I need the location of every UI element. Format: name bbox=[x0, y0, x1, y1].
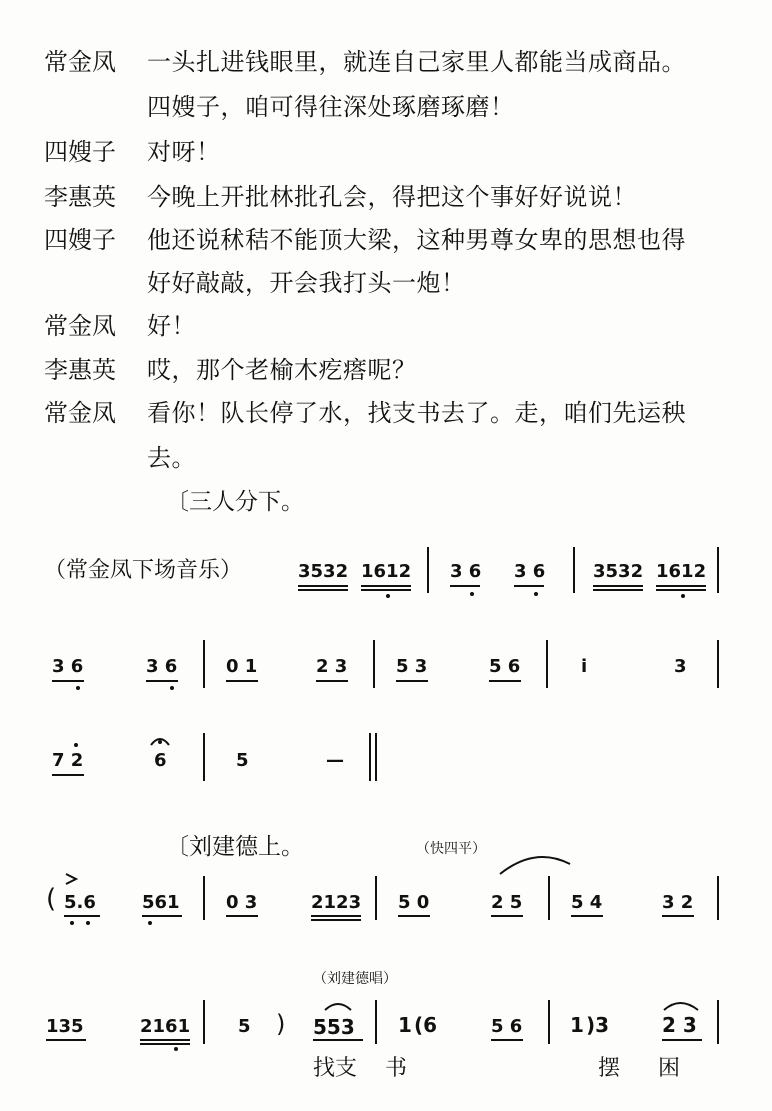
note-group: 1 bbox=[398, 1013, 412, 1037]
note-group: 5 bbox=[236, 750, 249, 771]
note-group: 3 6 bbox=[514, 561, 546, 582]
note-group: 553 bbox=[313, 1015, 355, 1039]
speaker-label: 四嫂子 bbox=[44, 226, 116, 254]
dialogue-line: 他还说秫秸不能顶大梁，这种男尊女卑的思想也得 bbox=[147, 226, 686, 254]
dialogue-line: 哎，那个老榆木疙瘩呢？ bbox=[147, 356, 417, 384]
dialogue-line: 今晚上开批林批孔会，得把这个事好好说说！ bbox=[147, 183, 637, 211]
lyric: 找支 bbox=[313, 1056, 358, 1081]
dialogue-line: 对呀！ bbox=[147, 138, 221, 166]
note-group: 3 2 bbox=[662, 892, 694, 913]
lyric: 摆 bbox=[598, 1056, 621, 1081]
stage-direction-exit: 〔三人分下。 bbox=[166, 489, 304, 515]
note-group: — bbox=[326, 750, 344, 771]
dialogue-line: 好！ bbox=[147, 312, 196, 340]
note-group: 2 3 bbox=[662, 1013, 697, 1037]
speaker-label: 四嫂子 bbox=[44, 138, 116, 166]
note-group: 135 bbox=[46, 1016, 84, 1037]
dialogue-line: 四嫂子，咱可得往深处琢磨琢磨！ bbox=[147, 93, 515, 121]
lyric: 困 bbox=[658, 1056, 681, 1081]
lyric: 书 bbox=[385, 1056, 408, 1081]
note-group: 3 6 bbox=[52, 656, 84, 677]
dialogue-line: 一头扎进钱眼里，就连自己家里人都能当成商品。 bbox=[147, 48, 686, 76]
note-group: 561 bbox=[142, 892, 180, 913]
dialogue-line: 去。 bbox=[147, 444, 196, 472]
close-paren: ) bbox=[276, 1010, 286, 1038]
note-group: 3532 bbox=[593, 561, 644, 582]
dialogue-line: 看你！队长停了水，找支书去了。走，咱们先运秧 bbox=[147, 399, 686, 427]
note-group: 0 3 bbox=[226, 892, 258, 913]
note-group: 2123 bbox=[311, 892, 362, 913]
dialogue-line: 好好敲敲，开会我打头一炮！ bbox=[147, 269, 466, 297]
note-group: 3532 bbox=[298, 561, 349, 582]
stage-direction-enter: 〔刘建德上。 bbox=[166, 834, 304, 860]
note-group: 1612 bbox=[361, 561, 412, 582]
speaker-label: 李惠英 bbox=[44, 356, 116, 384]
note-group: 2 3 bbox=[316, 656, 348, 677]
note-group: 5 6 bbox=[489, 656, 521, 677]
tempo-mark: （快四平） bbox=[416, 841, 486, 857]
note-group: 2 5 bbox=[491, 892, 523, 913]
note-group: 3 bbox=[674, 656, 687, 677]
note-group: 5 4 bbox=[571, 892, 603, 913]
note-group: i bbox=[581, 656, 588, 677]
note-group: 1612 bbox=[656, 561, 707, 582]
speaker-label: 李惠英 bbox=[44, 183, 116, 211]
note-group: 5 3 bbox=[396, 656, 428, 677]
note-group: 5 0 bbox=[398, 892, 430, 913]
speaker-label: 常金凤 bbox=[44, 399, 116, 427]
open-paren: ( bbox=[46, 884, 57, 914]
note-group: 3 6 bbox=[450, 561, 482, 582]
note-group: )3 bbox=[586, 1013, 610, 1037]
note-group: 5 bbox=[238, 1016, 251, 1037]
note-group: 1 bbox=[570, 1013, 584, 1037]
speaker-label: 常金凤 bbox=[44, 312, 116, 340]
note-group: 5 6 bbox=[491, 1016, 523, 1037]
speaker-label: 常金凤 bbox=[44, 48, 116, 76]
note-group: (6 bbox=[414, 1013, 438, 1037]
note-group: 5.6 bbox=[64, 892, 96, 913]
note-group: 6 bbox=[154, 750, 167, 771]
note-group: 7 2 bbox=[52, 750, 84, 771]
music-intro-label: （常金凤下场音乐） bbox=[44, 558, 243, 583]
note-group: 3 6 bbox=[146, 656, 178, 677]
note-group: 0 1 bbox=[226, 656, 258, 677]
singer-mark: （刘建德唱） bbox=[313, 971, 397, 987]
note-group: 2161 bbox=[140, 1016, 191, 1037]
